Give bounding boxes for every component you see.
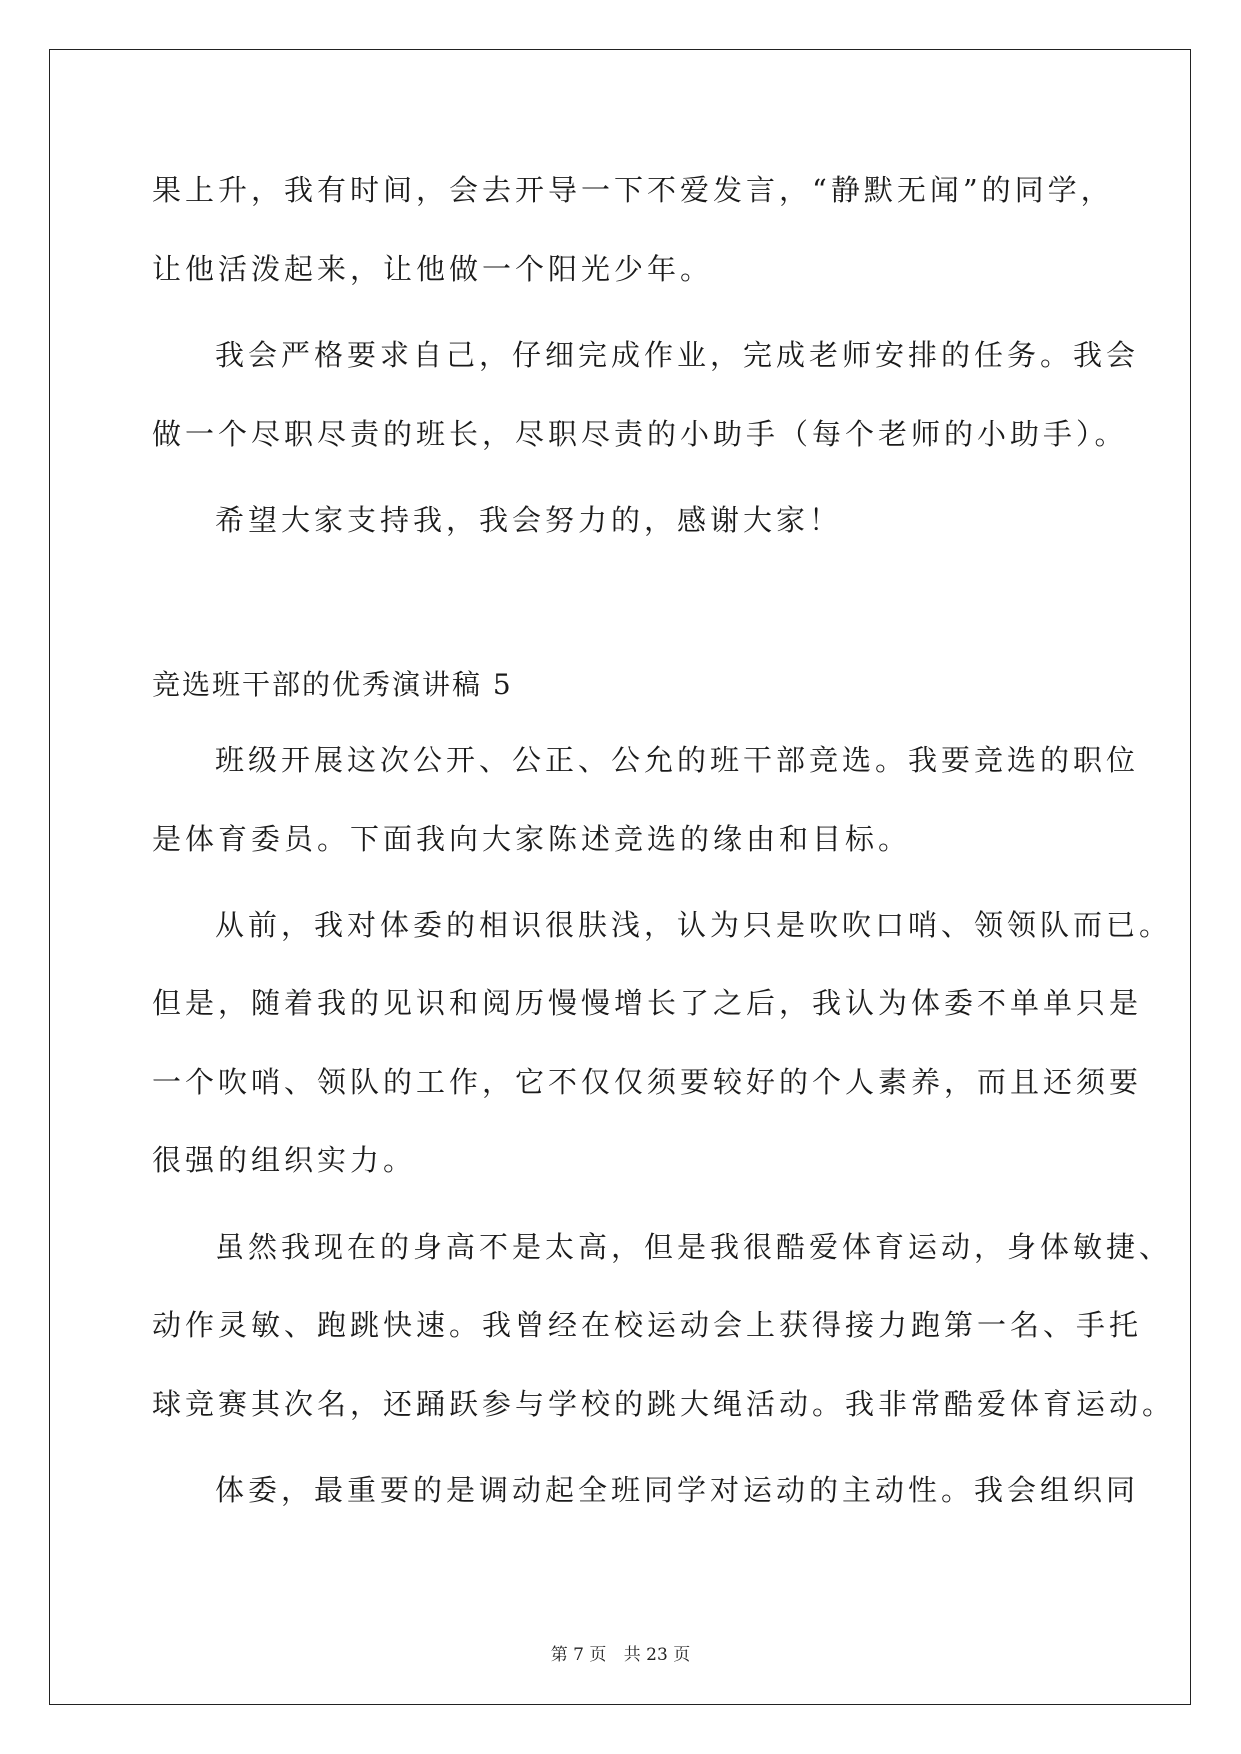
paragraph-line: 一个吹哨、领队的工作，它不仅仅须要较好的个人素养，而且还须要 [152, 1065, 1143, 1099]
paragraph-line: 很强的组织实力。 [152, 1143, 417, 1177]
paragraph-line: 从前，我对体委的相识很肤浅，认为只是吹吹口哨、领领队而已。 [215, 908, 1173, 942]
page-border [49, 49, 1191, 1705]
paragraph-line: 是体育委员。下面我向大家陈述竞选的缘由和目标。 [152, 822, 912, 856]
paragraph-line: 让他活泼起来，让他做一个阳光少年。 [152, 252, 714, 286]
paragraph-line: 但是，随着我的见识和阅历慢慢增长了之后，我认为体委不单单只是 [152, 986, 1143, 1020]
paragraph-line: 动作灵敏、跑跳快速。我曾经在校运动会上获得接力跑第一名、手托 [152, 1308, 1143, 1342]
page-total: 共 23 页 [623, 1645, 691, 1665]
paragraph-line: 做一个尽职尽责的班长，尽职尽责的小助手（每个老师的小助手）。 [152, 417, 1128, 451]
paragraph-line: 虽然我现在的身高不是太高，但是我很酷爱体育运动，身体敏捷、 [215, 1230, 1173, 1264]
page-number: 第 7 页 [550, 1645, 607, 1665]
paragraph-line: 球竞赛其次名，还踊跃参与学校的跳大绳活动。我非常酷爱体育运动。 [152, 1387, 1176, 1421]
paragraph-line: 果上升，我有时间，会去开导一下不爱发言，“静默无闻”的同学， [152, 173, 1114, 207]
paragraph-line: 班级开展这次公开、公正、公允的班干部竞选。我要竞选的职位 [215, 743, 1140, 777]
section-heading: 竞选班干部的优秀演讲稿 5 [152, 668, 513, 701]
page-footer [0, 1640, 1241, 1665]
paragraph-line: 体委，最重要的是调动起全班同学对运动的主动性。我会组织同 [215, 1473, 1140, 1507]
paragraph-line: 我会严格要求自己，仔细完成作业，完成老师安排的任务。我会 [215, 338, 1140, 372]
paragraph-line: 希望大家支持我，我会努力的，感谢大家！ [215, 503, 843, 537]
